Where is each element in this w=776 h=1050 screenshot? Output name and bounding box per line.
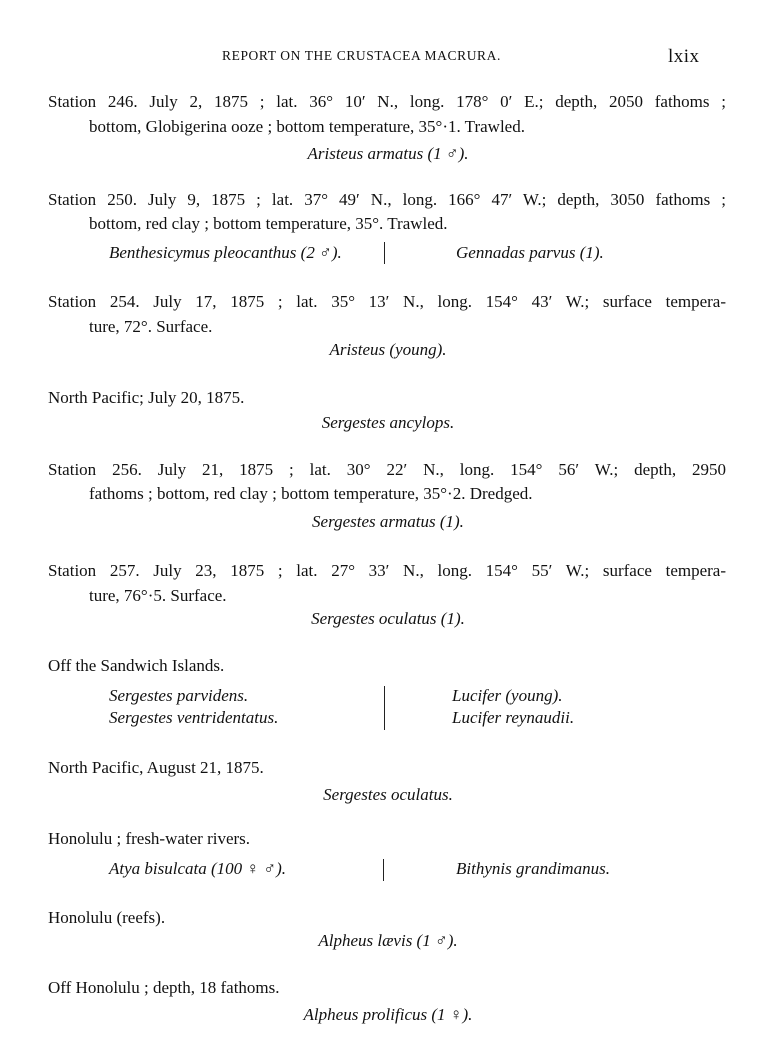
off-honolulu-line: Off Honolulu ; depth, 18 fathoms. [48, 978, 280, 997]
station-254-line-1: Station 254. July 17, 1875 ; lat. 35° 13′ N., long. 154° 43′ W.; surface tempera- [48, 292, 726, 311]
station-257-line-2: ture, 76°·5. Surface. [89, 586, 227, 605]
station-246-line-2: bottom, Globigerina ooze ; bottom temperature, 35°·1. Trawled. [89, 117, 525, 136]
north-pacific-august-21-line: North Pacific, August 21, 1875. [48, 758, 264, 777]
station-246-line-1: Station 246. July 2, 1875 ; lat. 36° 10′ N., long. 178° 0′ E.; depth, 2050 fathoms ; [48, 92, 726, 111]
north-pacific-august-21-species: Sergestes oculatus. [323, 785, 453, 804]
station-250-species-left: Benthesicymus pleocanthus (2 ♂). [109, 243, 342, 262]
off-honolulu-species: Alpheus prolificus (1 ♀). [303, 1005, 473, 1024]
station-256-line-1: Station 256. July 21, 1875 ; lat. 30° 22′ N., long. 154° 56′ W.; depth, 2950 [48, 460, 726, 479]
honolulu-rivers-species-left: Atya bisulcata (100 ♀ ♂). [109, 859, 287, 878]
station-257-species: Sergestes oculatus (1). [311, 609, 465, 628]
station-250-species-right: Gennadas parvus (1). [456, 243, 604, 262]
sandwich-species-right-1: Lucifer (young). [452, 686, 563, 705]
north-pacific-july-20-species: Sergestes ancylops. [321, 413, 455, 432]
column-divider [384, 686, 385, 730]
sandwich-species-left-1: Sergestes parvidens. [109, 686, 249, 705]
sandwich-species-left-2: Sergestes ventridentatus. [109, 708, 279, 727]
honolulu-rivers-species-right: Bithynis grandimanus. [456, 859, 610, 878]
page-number: lxix [668, 46, 700, 67]
honolulu-rivers-line: Honolulu ; fresh-water rivers. [48, 829, 251, 848]
station-254-line-2: ture, 72°. Surface. [89, 317, 213, 336]
column-divider [384, 242, 385, 264]
page-header [0, 48, 776, 70]
station-256-species: Sergestes armatus (1). [312, 512, 464, 531]
sandwich-species-right-2: Lucifer reynaudii. [452, 708, 575, 727]
sandwich-islands-line: Off the Sandwich Islands. [48, 656, 225, 675]
honolulu-reefs-species: Alpheus lævis (1 ♂). [318, 931, 458, 950]
station-250-line-2: bottom, red clay ; bottom temperature, 35°. Trawled. [89, 214, 448, 233]
station-246-species: Aristeus armatus (1 ♂). [307, 144, 469, 163]
station-256-line-2: fathoms ; bottom, red clay ; bottom temperature, 35°·2. Dredged. [89, 484, 533, 503]
station-257-line-1: Station 257. July 23, 1875 ; lat. 27° 33′ N., long. 154° 55′ W.; surface tempera- [48, 561, 726, 580]
honolulu-reefs-line: Honolulu (reefs). [48, 908, 166, 927]
running-head: REPORT ON THE CRUSTACEA MACRURA. [222, 48, 501, 63]
column-divider [383, 859, 384, 881]
station-254-species: Aristeus (young). [329, 340, 447, 359]
station-250-line-1: Station 250. July 9, 1875 ; lat. 37° 49′ N., long. 166° 47′ W.; depth, 3050 fathoms ; [48, 190, 726, 209]
north-pacific-july-20-line: North Pacific; July 20, 1875. [48, 388, 245, 407]
